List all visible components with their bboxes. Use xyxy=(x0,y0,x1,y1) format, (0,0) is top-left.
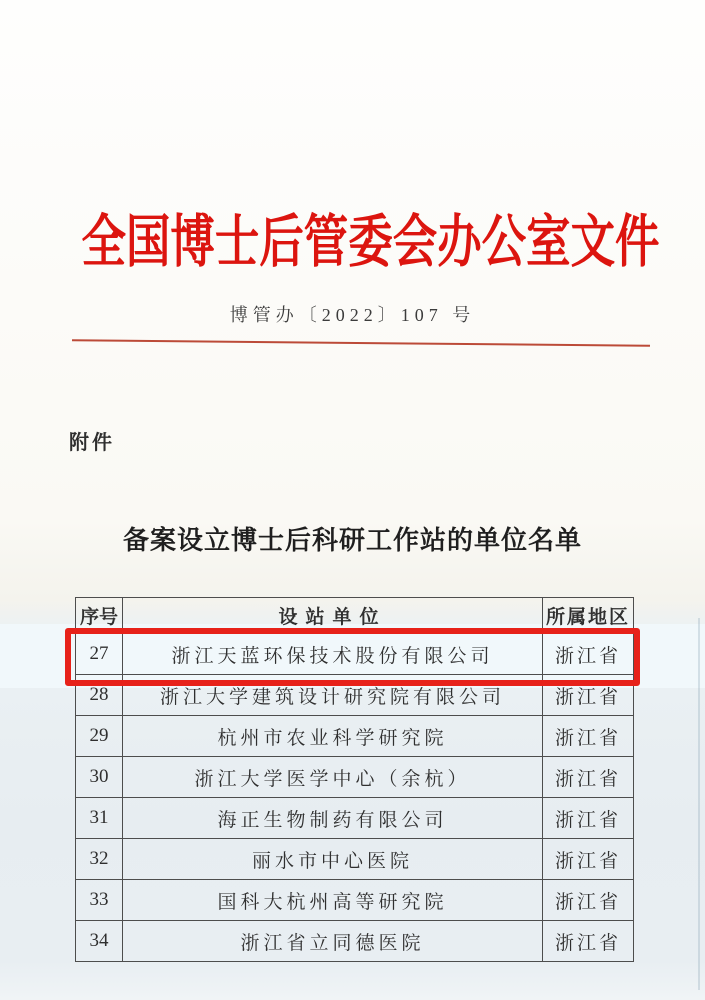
row-number-cell: 32 xyxy=(76,839,123,880)
table-row-highlighted xyxy=(76,634,634,675)
units-table xyxy=(75,597,634,962)
row-number-cell: 33 xyxy=(76,880,123,921)
row-number-cell: 29 xyxy=(76,716,123,757)
region-cell: 浙江省 xyxy=(543,757,634,798)
row-number-cell: 30 xyxy=(76,757,123,798)
unit-name-cell: 浙江大学医学中心（余杭） xyxy=(123,757,543,798)
table-row xyxy=(76,757,634,798)
row-number-cell: 28 xyxy=(76,675,123,716)
row-number-cell: 31 xyxy=(76,798,123,839)
table-title: 备案设立博士后科研工作站的单位名单 xyxy=(122,524,582,555)
region-cell: 浙江省 xyxy=(543,921,634,962)
region-cell: 浙江省 xyxy=(543,716,634,757)
unit-name-cell: 浙江天蓝环保技术股份有限公司 xyxy=(123,634,543,675)
unit-name-cell: 丽水市中心医院 xyxy=(123,839,543,880)
scanner-edge-line xyxy=(698,618,700,990)
row-number-cell: 34 xyxy=(76,921,123,962)
document-title-text: 全国博士后管委会办公室文件 xyxy=(81,211,660,275)
document-title xyxy=(0,212,705,275)
region-cell: 浙江省 xyxy=(543,675,634,716)
unit-name-cell: 浙江省立同德医院 xyxy=(123,921,543,962)
table-row xyxy=(76,880,634,921)
attachment-label: 附件 xyxy=(69,432,115,454)
table-row xyxy=(76,716,634,757)
table-row xyxy=(76,839,634,880)
region-cell: 浙江省 xyxy=(543,880,634,921)
red-divider-line xyxy=(72,339,650,347)
column-header-unit: 设站单位 xyxy=(123,598,543,634)
unit-name-cell: 浙江大学建筑设计研究院有限公司 xyxy=(123,675,543,716)
table-header-row xyxy=(76,598,634,634)
unit-name-cell: 海正生物制药有限公司 xyxy=(123,798,543,839)
unit-name-cell: 杭州市农业科学研究院 xyxy=(123,716,543,757)
table-row xyxy=(76,675,634,716)
column-header-no: 序号 xyxy=(76,598,123,634)
table-row xyxy=(76,798,634,839)
unit-name-cell: 国科大杭州高等研究院 xyxy=(123,880,543,921)
units-table-body xyxy=(76,634,634,962)
document-number: 博管办〔2022〕107 号 xyxy=(229,305,476,325)
region-cell: 浙江省 xyxy=(543,839,634,880)
table-row xyxy=(76,921,634,962)
row-number-cell: 27 xyxy=(76,634,123,675)
region-cell: 浙江省 xyxy=(543,634,634,675)
region-cell: 浙江省 xyxy=(543,798,634,839)
column-header-region: 所属地区 xyxy=(543,598,634,634)
